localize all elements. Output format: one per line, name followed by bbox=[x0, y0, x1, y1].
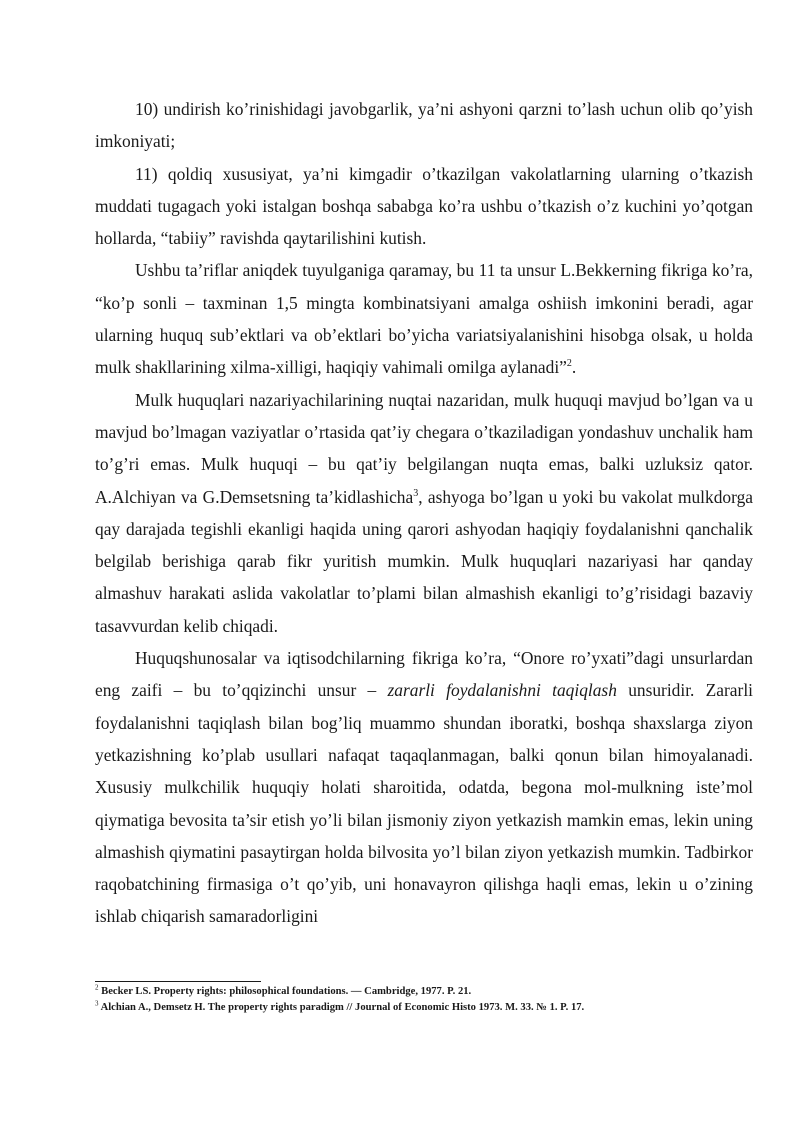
paragraph bbox=[95, 93, 753, 158]
footnotes bbox=[95, 984, 753, 1015]
footnote-separator bbox=[95, 981, 261, 982]
paragraph bbox=[95, 254, 753, 383]
footnote bbox=[95, 1000, 753, 1016]
footnote-text: Becker LS. Property rights: philosophical foundations. — Cambridge, 1977. P. 21. bbox=[101, 986, 472, 997]
paragraph-text: Ushbu ta’riflar aniqdek tuyulganiga qaramay, bu 11 ta unsur L.Bekkerning fikriga ko’ra, “ko’p sonli – taxminan 1,5 mingta kombinatsiyani amalga oshiish imkonini beradi, agar ularning huquq sub’ektlari va ob’ektlari bo’yicha variatsiyalanishini hisobga olsak, u holda mulk shakllarining xilma-xilligi, haqiqiy vahimali omilga aylanadi” bbox=[95, 260, 753, 378]
footnote bbox=[95, 984, 753, 1000]
paragraph-text: unsuridir. Zararli foydalanishni taqiqlash bilan bog’liq muammo shundan iboratki, boshqa shaxslarga ziyon yetkazishning ko’plab usullari nafaqat taqaqlanmagan, balki qonun bilan himoyalanadi. Xususiy mulkchilik huquqiy holati sharoitida, odatda, begona mol-mulkning iste’mol qiymatiga bevosita ta’sir etish yo’li bilan jismoniy ziyon yetkazish mamkin emas, lekin uning almashish qiymatini pasaytirgan holda bilvosita yo’l bilan ziyon yetkazish mumkin. Tadbirkor raqobatchining firmasiga o’t qo’yib, uni honavayron qilishga haqli emas, lekin u o’zining ishlab chiqarish samaradorligini bbox=[95, 680, 753, 927]
paragraph-text: 11) qoldiq xususiyat, ya’ni kimgadir o’tkazilgan vakolatlarning ularning o’tkazish muddati tugagach yoki istalgan boshqa sababga ko’ra ushbu o’tkazish o’z kuchini yo’qotgan hollarda, “tabiiy” ravishda qaytarilishini kutish. bbox=[95, 163, 753, 249]
emphasized-text: zararli foydalanishni taqiqlash bbox=[387, 680, 617, 701]
footnote-number: 3 bbox=[95, 998, 99, 1007]
paragraph bbox=[95, 158, 753, 255]
paragraph-text: Mulk huquqlari nazariyachilarining nuqtai nazaridan, mulk huquqi mavjud bo’lgan va u mavjud bo’lmagan vaziyatlar o’rtasida qat’iy chegara o’tkaziladigan yondashuv unchalik ham to’g’ri emas. Mulk huquqi – bu qat’iy belgilangan nuqta emas, balki uzluksiz qator. A.Alchiyan va G.Demsetsning ta’kidlashicha bbox=[95, 389, 753, 507]
footnote-reference: 2 bbox=[566, 358, 572, 370]
paragraph bbox=[95, 642, 753, 933]
paragraph-text: Huquqshunosalar va iqtisodchilarning fikriga ko’ra, “Onore ro’yxati”dagi unsurlardan eng zaifi – bu to’qqizinchi unsur – bbox=[95, 648, 753, 701]
paragraph bbox=[95, 384, 753, 642]
paragraph-text: . bbox=[571, 357, 577, 378]
paragraph-text: 10) undirish ko’rinishidagi javobgarlik, ya’ni ashyoni qarzni to’lash uchun olib qo’yish imkoniyati; bbox=[95, 99, 753, 152]
footnote-reference: 3 bbox=[413, 487, 419, 499]
footnote-number: 2 bbox=[95, 983, 99, 992]
paragraph-text: , ashyoga bo’lgan u yoki bu vakolat mulkdorga qay darajada tegishli ekanligi haqida uning qarori ashyodan haqiqiy foydalanishni qanchalik belgilab berishiga qarab fikr yuritish mumkin. Mulk huquqlari nazariyasi har qanday almashuv harakati aslida vakolatlar to’plami bilan almashish ekanligi to’g’risidagi bazaviy tasavvurdan kelib chiqadi. bbox=[95, 486, 753, 636]
footnote-text: Alchian A., Demsetz H. The property rights paradigm // Journal of Economic Histo 1973. M. 33. № 1. P. 17. bbox=[100, 1001, 585, 1013]
document-body bbox=[95, 93, 753, 933]
